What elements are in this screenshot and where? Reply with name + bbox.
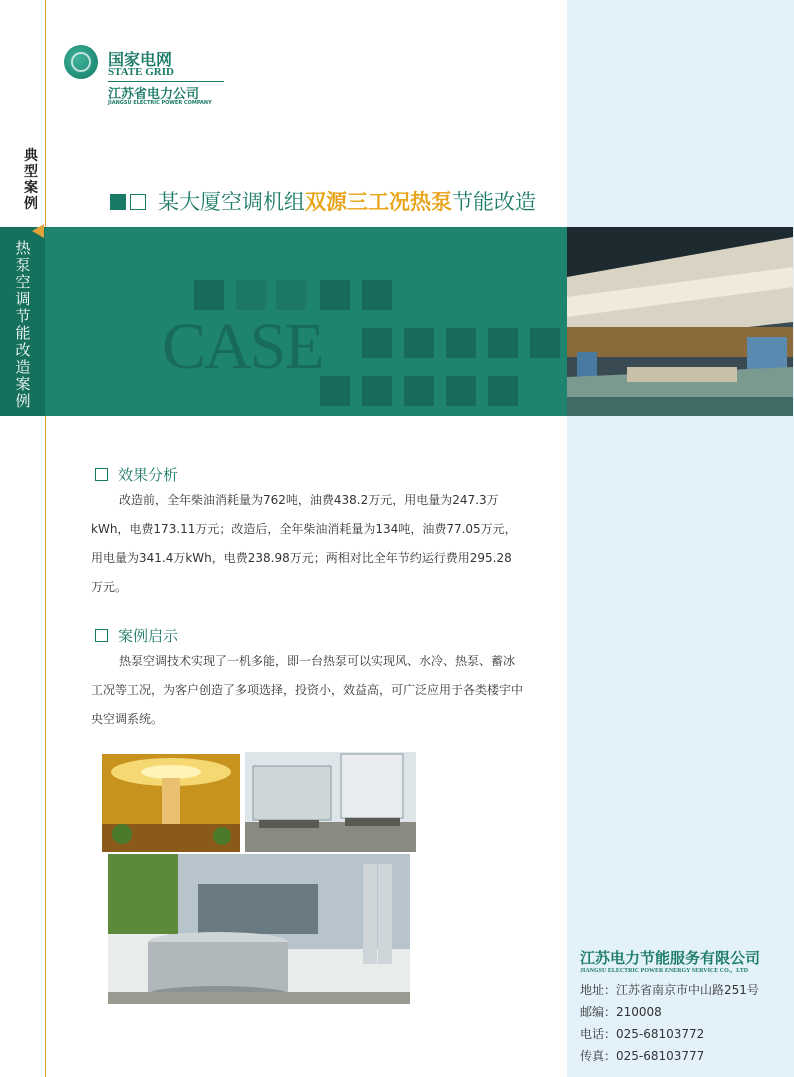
- logo-name-en: STATE GRID: [108, 66, 174, 78]
- deco-square: [446, 328, 476, 358]
- contact-info: [580, 979, 759, 1067]
- open-square-icon: [95, 629, 108, 642]
- chiller-units-photo: [245, 752, 416, 852]
- side-label-typical-case: 典型案例: [24, 148, 38, 212]
- case-watermark: CASE: [162, 310, 323, 383]
- logo-company-en: JIANGSU ELECTRIC POWER COMPANY: [108, 100, 212, 106]
- address-line: 地址：江苏省南京市中山路251号: [580, 983, 759, 997]
- deco-square: [194, 280, 224, 310]
- deco-square: [488, 376, 518, 406]
- deco-square: [404, 328, 434, 358]
- open-square-icon: [130, 194, 146, 210]
- company-name-en: JIANGSU ELECTRIC POWER ENERGY SERVICE CO.，LTD: [580, 968, 749, 974]
- section-heading-text: 案例启示: [118, 627, 179, 645]
- fax-line: 传真：025-68103777: [580, 1049, 705, 1063]
- deco-square: [362, 376, 392, 406]
- side-label-heatpump-case: 热泵空调节能改造案例: [15, 239, 31, 410]
- section-heading-text: 效果分析: [118, 466, 179, 484]
- right-panel-background: [567, 0, 794, 1077]
- section-heading-effect: [95, 464, 178, 485]
- postcode-line: 邮编：210008: [580, 1005, 662, 1019]
- deco-square: [320, 280, 350, 310]
- deco-square: [446, 376, 476, 406]
- side-pointer-icon: [32, 224, 44, 238]
- section-body-effect: [91, 486, 523, 602]
- deco-square: [404, 376, 434, 406]
- deco-square: [276, 280, 306, 310]
- section-body-insight: [91, 647, 523, 734]
- deco-square: [320, 376, 350, 406]
- logo-divider: [108, 81, 224, 82]
- logo-name-cn: 国家电网: [108, 50, 173, 69]
- page-title: [110, 186, 536, 216]
- deco-square: [530, 328, 560, 358]
- water-tank-photo: [108, 854, 410, 1004]
- filled-square-icon: [110, 194, 126, 210]
- factory-photo: [567, 227, 793, 416]
- insight-paragraph: 热泵空调技术实现了一机多能，即一台热泵可以实现风、水冷、热泵、蓄冰工况等工况，为客户创造了多项选择，投资小，效益高，可广泛应用于各类楼宇中央空调系统。: [91, 654, 524, 726]
- title-part2: 节能改造: [452, 190, 536, 214]
- company-name: 江苏电力节能服务有限公司: [580, 949, 761, 967]
- effect-paragraph: 改造前，全年柴油消耗量为762吨，油费438.2万元，用电量为247.3万kWh，电费173.11万元；改造后，全年柴油消耗量为134吨，油费77.05万元，用电量为341.4万kWh，电费238.98万元；两相对比全年节约运行费用295.28万元。: [91, 493, 517, 594]
- deco-square: [362, 328, 392, 358]
- section-heading-insight: [95, 625, 178, 646]
- phone-line: 电话：025-68103772: [580, 1027, 705, 1041]
- deco-square: [362, 280, 392, 310]
- deco-square: [488, 328, 518, 358]
- title-part1: 某大厦空调机组: [158, 190, 305, 214]
- open-square-icon: [95, 468, 108, 481]
- margin-rule: [45, 0, 46, 1077]
- logo-company-cn: 江苏省电力公司: [108, 87, 200, 102]
- state-grid-emblem-icon: [64, 45, 98, 79]
- deco-square: [236, 280, 266, 310]
- lobby-photo: [102, 754, 240, 852]
- title-highlight: 双源三工况热泵: [305, 190, 452, 214]
